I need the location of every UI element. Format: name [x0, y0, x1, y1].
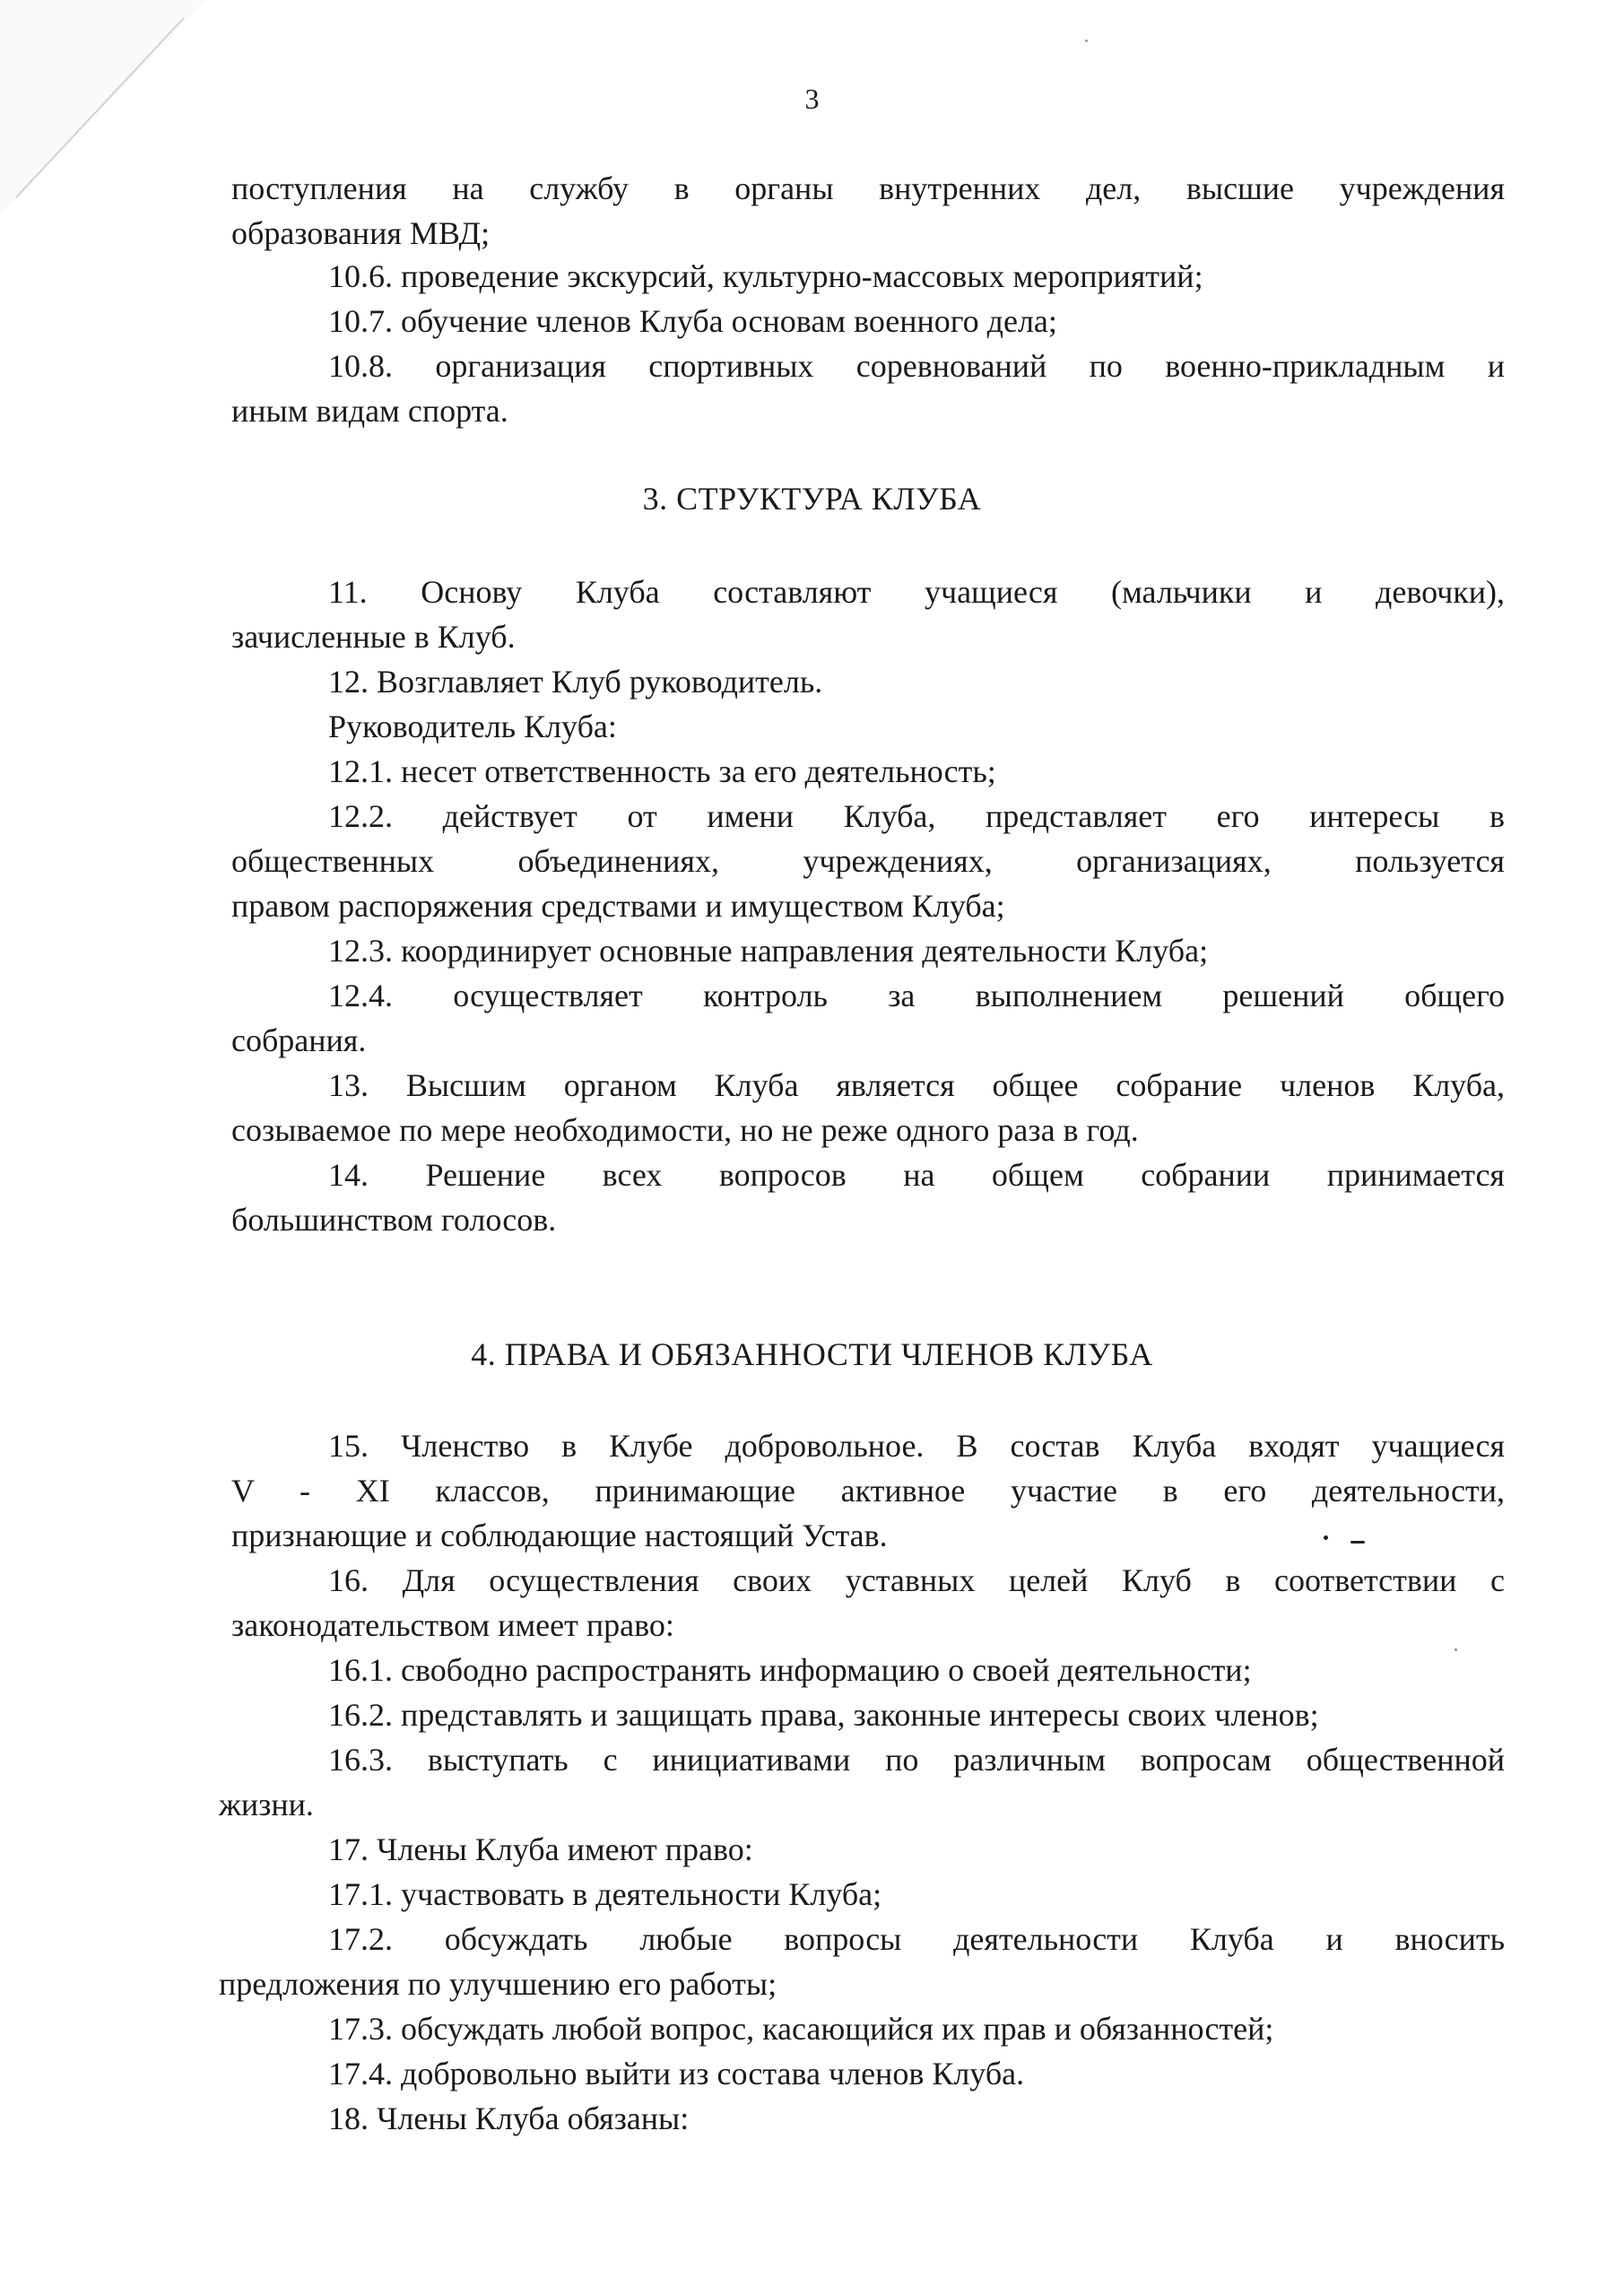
paragraph-line: 12. Возглавляет Клуб руководитель. — [328, 664, 823, 700]
page-number: 3 — [804, 83, 820, 115]
paragraph-line: 14. Решение всех вопросов на общем собрании принимается — [328, 1157, 1505, 1193]
list-item: 16.1. свободно распространять информацию о своей деятельности; — [328, 1652, 1252, 1688]
list-item: 12.2. действует от имени Клуба, представляет его интересы в — [328, 798, 1505, 834]
list-item: жизни. — [219, 1787, 314, 1822]
paragraph-line: 15. Членство в Клубе добровольное. В состав Клуба входят учащиеся — [328, 1428, 1505, 1464]
list-item: 10.6. проведение экскурсий, культурно-массовых мероприятий; — [328, 258, 1203, 294]
paragraph-line: Руководитель Клуба: — [328, 709, 617, 744]
list-item: общественных объединениях, учреждениях, организациях, пользуется — [231, 843, 1505, 879]
list-item: 12.4. осуществляет контроль за выполнением решений общего — [328, 978, 1505, 1013]
paragraph-line: признающие и соблюдающие настоящий Устав. — [231, 1518, 888, 1553]
text-line: поступления на службу в органы внутренних дел, высшие учреждения — [231, 170, 1505, 206]
paragraph-line: 11. Основу Клуба составляют учащиеся (мальчики и девочки), — [328, 574, 1505, 610]
paragraph-line: 13. Высшим органом Клуба является общее собрание членов Клуба, — [328, 1067, 1505, 1103]
section-heading: 3. СТРУКТУРА КЛУБА — [642, 481, 982, 517]
scan-speck — [1085, 39, 1088, 42]
list-item: 16.2. представлять и защищать права, законные интересы своих членов; — [328, 1697, 1319, 1733]
list-item: 12.3. координирует основные направления деятельности Клуба; — [328, 933, 1209, 969]
paragraph-line: 16. Для осуществления своих уставных целей Клуб в соответствии с — [328, 1562, 1505, 1598]
paragraph-line: 18. Члены Клуба обязаны: — [328, 2100, 690, 2136]
paragraph-line: большинством голосов. — [231, 1202, 557, 1238]
paragraph-line: созываемое по мере необходимости, но не реже одного раза в год. — [231, 1112, 1139, 1148]
text-line: образования МВД; — [231, 215, 491, 251]
paragraph-line: законодательством имеет право: — [231, 1607, 674, 1643]
section-heading: 4. ПРАВА И ОБЯЗАННОСТИ ЧЛЕНОВ КЛУБА — [471, 1336, 1153, 1372]
list-item: предложения по улучшению его работы; — [219, 1966, 777, 2002]
scan-speck — [1324, 1535, 1328, 1540]
list-item: 17.1. участвовать в деятельности Клуба; — [328, 1876, 882, 1912]
paragraph-line: зачисленные в Клуб. — [231, 619, 516, 655]
list-item: 16.3. выступать с инициативами по различным вопросам общественной — [328, 1742, 1505, 1778]
paragraph-line: 17. Члены Клуба имеют право: — [328, 1831, 753, 1867]
list-item: собрания. — [231, 1022, 367, 1058]
list-item: правом распоряжения средствами и имуществом Клуба; — [231, 888, 1005, 924]
list-item: 10.7. обучение членов Клуба основам военного дела; — [328, 303, 1057, 339]
list-item: 10.8. организация спортивных соревнований по военно-прикладным и — [328, 348, 1505, 384]
list-item: 17.3. обсуждать любой вопрос, касающийся их прав и обязанностей; — [328, 2011, 1274, 2047]
list-item: 17.4. добровольно выйти из состава членов Клуба. — [328, 2056, 1025, 2092]
list-item: 17.2. обсуждать любые вопросы деятельности Клуба и вносить — [328, 1921, 1505, 1957]
scan-speck — [1350, 1541, 1365, 1544]
text-line: иным видам спорта. — [231, 393, 508, 429]
scan-speck — [1455, 1648, 1457, 1651]
list-item: 12.1. несет ответственность за его деятельность; — [328, 753, 996, 789]
paragraph-line: V - XI классов, принимающие активное участие в его деятельности, — [231, 1473, 1505, 1509]
